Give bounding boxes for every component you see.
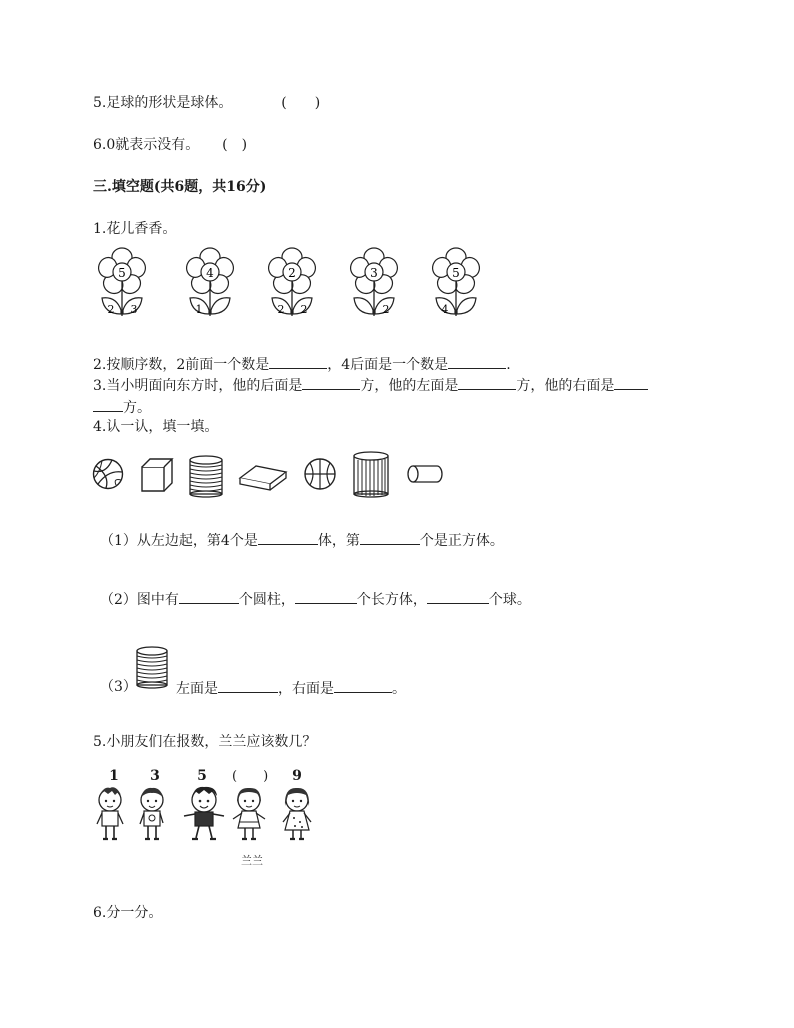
flower-icon [262, 248, 322, 320]
flower-icon [180, 248, 240, 320]
q2-text-a: 2.按顺序数，2前面一个数是 [93, 357, 270, 373]
fill-q6: 6.分一分。 [93, 905, 163, 921]
count-number-3: 5 [197, 768, 207, 784]
q4-2-text-a: 图中有 [136, 592, 179, 608]
flower-center-number: 5 [118, 266, 126, 280]
q3-blank-2[interactable] [458, 375, 516, 390]
fill-q1: 1.花儿香香。 [93, 221, 177, 237]
q4-3-text-b: ，右面是 [278, 681, 334, 697]
q3-text-c: 方，他的右面是 [516, 378, 615, 394]
flower-right-leaf-number: 3 [130, 303, 138, 316]
q3-text-a: 3.当小明面向东方时，他的后面是 [93, 378, 303, 394]
fill-q4-3 [176, 678, 406, 698]
q4-2-text-d: 个球。 [488, 592, 531, 608]
q3-blank-3a[interactable] [614, 375, 648, 390]
flower-right-leaf-number: 2 [300, 303, 308, 316]
fill-q2 [93, 354, 511, 374]
judge-q5-text: 5.足球的形状是球体。 [93, 95, 233, 111]
q4-3-text-c: 。 [392, 681, 406, 697]
q4-2-blank-3[interactable] [427, 589, 489, 604]
fill-q4-2 [100, 589, 531, 609]
q4-2-number: （2） [100, 592, 137, 608]
boy-icon [97, 787, 123, 839]
q4-2-text-c: 个长方体， [356, 592, 427, 608]
q4-3-number: （3） [100, 679, 137, 695]
child-name-label: 兰兰 [241, 854, 263, 867]
q4-1-text-c: 个是正方体。 [419, 533, 504, 549]
flower-center-number: 4 [206, 266, 214, 280]
flower-center-number: 5 [452, 266, 460, 280]
coin-stack-cylinder-icon [136, 646, 170, 692]
judge-q5-paren: ( ) [281, 95, 321, 111]
flower-icon [92, 248, 152, 320]
q4-1-text-b: 体，第 [317, 533, 360, 549]
judge-q5 [93, 94, 320, 112]
q4-2-blank-1[interactable] [179, 589, 239, 604]
children-illustration [92, 786, 322, 846]
basketball-icon [305, 459, 335, 489]
count-answer-paren[interactable]: ( ) [232, 769, 269, 784]
horizontal-cylinder-icon [408, 466, 442, 482]
fill-q3-cont [93, 397, 151, 417]
girl-icon [233, 788, 265, 839]
girl-icon [283, 788, 311, 839]
coin-stack-cylinder-icon [190, 456, 222, 497]
cube-icon [142, 459, 172, 491]
judge-q6-text: 6.0就表示没有。 [93, 137, 200, 153]
q3-text-d: 方。 [123, 400, 151, 416]
judge-q6-paren: ( ) [222, 137, 248, 153]
q2-blank-2[interactable] [448, 354, 506, 369]
flower-left-leaf-number: 1 [195, 303, 203, 316]
q4-1-blank-2[interactable] [360, 530, 420, 545]
q2-text-b: ，4后面是一个数是 [327, 357, 449, 373]
q3-blank-3b[interactable] [93, 397, 123, 412]
q4-1-text-a: 从左边起，第4个是 [136, 533, 258, 549]
fill-q3 [93, 375, 648, 395]
q4-2-text-b: 个圆柱， [238, 592, 295, 608]
fill-q4: 4.认一认，填一填。 [93, 419, 219, 435]
q4-3-blank-2[interactable] [334, 678, 392, 693]
q2-blank-1[interactable] [269, 354, 327, 369]
flower-icon [344, 248, 404, 320]
q4-3-blank-1[interactable] [218, 678, 278, 693]
count-number-2: 3 [150, 768, 160, 784]
q4-1-number: （1） [100, 533, 137, 549]
cuboid-icon [240, 466, 286, 490]
count-number-1: 1 [109, 768, 119, 784]
boy-icon [184, 787, 224, 839]
flower-icon [426, 248, 486, 320]
volleyball-icon [94, 460, 123, 489]
ribbed-cylinder-icon [354, 452, 388, 497]
q4-1-blank-1[interactable] [258, 530, 318, 545]
judge-q6 [93, 136, 247, 154]
count-number-5: 9 [292, 768, 302, 784]
shapes-row [92, 450, 452, 498]
boy-icon [140, 788, 163, 839]
flower-left-leaf-number: 4 [441, 303, 449, 316]
flower-left-leaf-number: 2 [277, 303, 285, 316]
q3-blank-1[interactable] [302, 375, 360, 390]
flower-center-number: 3 [370, 266, 378, 280]
flower-right-leaf-number: 2 [382, 303, 390, 316]
fill-q4-1 [100, 530, 504, 550]
flower-center-number: 2 [288, 266, 296, 280]
q3-text-b: 方，他的左面是 [360, 378, 459, 394]
section-heading: 三.填空题(共6题，共16分) [93, 179, 267, 195]
q4-3-text-a: 左面是 [176, 681, 218, 697]
fill-q5: 5.小朋友们在报数，兰兰应该数几？ [93, 734, 317, 750]
flower-left-leaf-number: 2 [107, 303, 115, 316]
q4-2-blank-2[interactable] [295, 589, 357, 604]
q2-text-c: . [506, 357, 511, 373]
